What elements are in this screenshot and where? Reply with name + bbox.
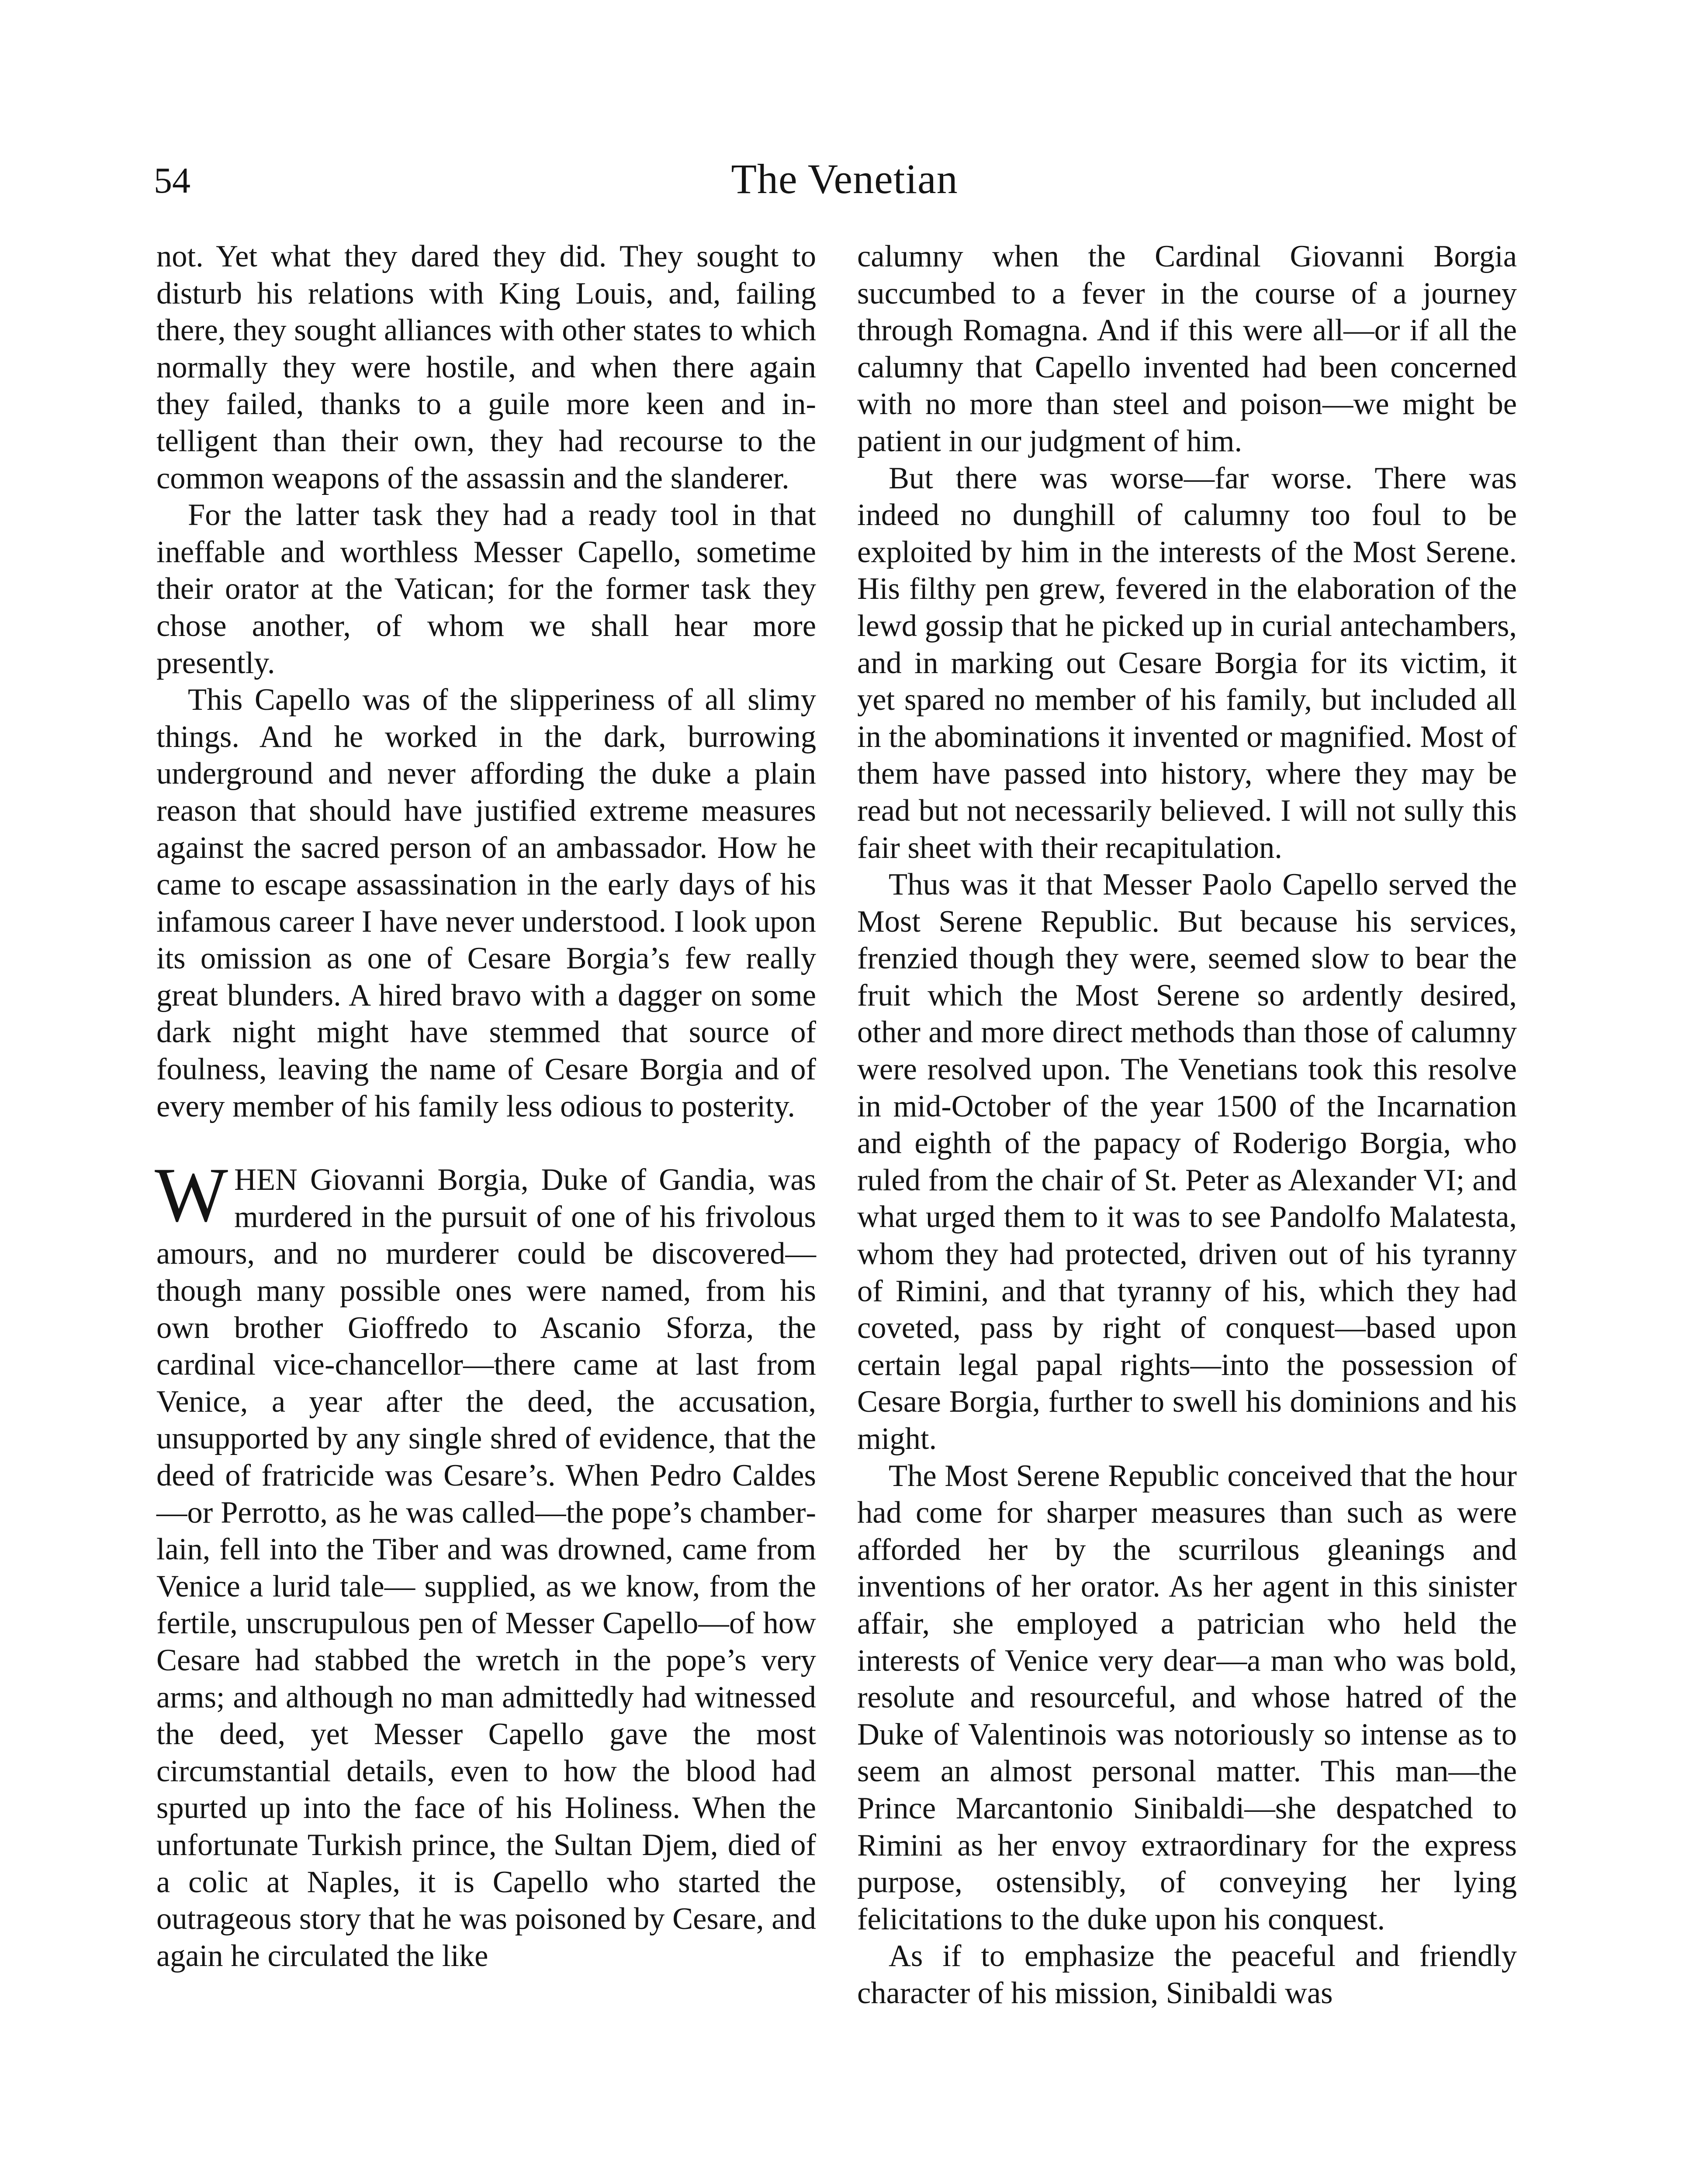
paragraph: Thus was it that Messer Paolo Capello served the Most Serene Republic. But because his services, frenzied though they were, seemed slow to bear the fruit which the Most Serene so ardently desired, other and more direct methods than those of calumny were resolved upon. The Venetians took this resolve in mid-October of the year 1500 of the Incarnation and eighth of the papacy of Roderigo Borgia, who ruled from the chair of St. Peter as Alexander VI; and what urged them to it was to see Pandolfo Malatesta, whom they had protected, driven out of his tyranny of Rimini, and that tyranny of his, which they had coveted, pass by right of conquest—based upon certain legal papal rights—into the possession of Cesare Borgia, further to swell his dominions and his might.	[857, 867, 1517, 1456]
paragraph-text: HEN Giovanni Borgia, Duke of Gandia, was murdered in the pursuit of one of his frivolous amours, and no murderer could be discovered—though many possible ones were named, from his own brother Gioffredo to Ascanio Sforza, the cardinal vice-chancellor—there came at last from Venice, a year after the deed, the accusation, unsupported by any single shred of evidence, that the deed of fratricide was Cesare’s. When Pedro Caldes—or Perrotto, as he was called—the pope’s chamberlain, fell into the Tiber and was drowned, came from Venice a lurid tale— supplied, as we know, from the fertile, unscrupulous pen of Messer Capello—of how Cesare had stabbed the wretch in the pope’s very arms; and although no man admittedly had witnessed the deed, yet Messer Capello gave the most circumstantial details, even to how the blood had spurted up into the face of his Holiness. When the unfortunate Turkish prince, the Sultan Djem, died of a colic at Naples, it is Capello who started the outrageous story that he was poisoned by Cesare, and again he circulated the like	[156, 1163, 816, 1973]
left-column	[156, 238, 816, 1974]
right-column	[857, 238, 1517, 2012]
paragraph: not. Yet what they dared they did. They sought to disturb his relations with King Louis, and, failing there, they sought alliances with other states to which normally they were hostile, and when there again they failed, thanks to a guile more keen and intelligent than their own, they had recourse to the common weapons of the assassin and the slanderer.	[156, 239, 816, 495]
section-opening-paragraph	[155, 1151, 816, 1974]
paragraph: This Capello was of the slipperiness of all slimy things. And he worked in the dark, burrowing underground and never affording the duke a plain reason that should have justified extreme measures against the sacred person of an ambassador. How he came to escape assassination in the early days of his infamous career I have never understood. I look upon its omission as one of Cesare Borgia’s few really great blunders. A hired bravo with a dagger on some dark night might have stemmed that source of foulness, leaving the name of Cesare Borgia and of every member of his family less odious to posterity.	[156, 683, 816, 1123]
page-number: 54	[154, 160, 190, 201]
paragraph: The Most Serene Republic conceived that the hour had come for sharper measures than such as were afforded her by the scurrilous gleanings and inventions of her orator. As her agent in this sinister affair, she employed a patrician who held the interests of Venice very dear—a man who was bold, resolute and resourceful, and whose hatred of the Duke of Valentinois was notoriously so intense as to seem an almost personal matter. This man—the Prince Marcantonio Sinibaldi—she despatched to Rimini as her envoy extraordinary for the express purpose, ostensibly, of conveying her lying felicitations to the duke upon his conquest.	[857, 1458, 1517, 1936]
paragraph: For the latter task they had a ready tool in that ineffable and worthless Messer Capello, sometime their orator at the Vatican; for the former task they chose another, of whom we shall hear more presently.	[156, 498, 816, 680]
drop-cap: W	[155, 1151, 228, 1238]
paragraph: But there was worse—far worse. There was indeed no dunghill of calumny too foul to be exploited by him in the interests of the Most Serene. His filthy pen grew, fevered in the elaboration of the lewd gossip that he picked up in curial antechambers, and in marking out Cesare Borgia for its victim, it yet spared no member of his family, but included all in the abominations it invented or magnified. Most of them have passed into history, where they may be read but not necessarily believed. I will not sully this fair sheet with their recapitulation.	[857, 461, 1517, 865]
paragraph: calumny when the Cardinal Giovanni Borgia succumbed to a fever in the course of a journey through Romagna. And if this were all—or if all the calumny that Capello invented had been concerned with no more than steel and poison—we might be patient in our judgment of him.	[857, 239, 1517, 458]
running-title: The Venetian	[731, 156, 958, 202]
paragraph: As if to emphasize the peaceful and friendly character of his mission, Sinibaldi was	[857, 1939, 1517, 2010]
